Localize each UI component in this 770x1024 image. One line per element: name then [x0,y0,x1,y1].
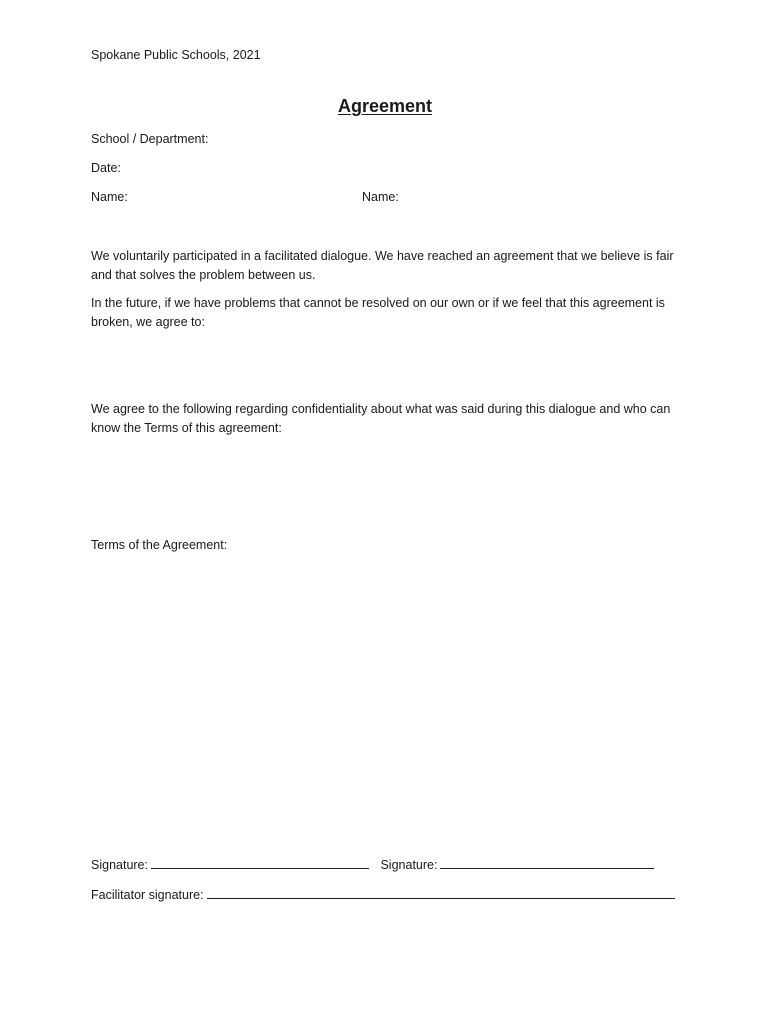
signature-row [91,855,654,875]
signature-line-left[interactable] [151,855,369,869]
name-label-right: Name: [362,190,399,204]
facilitator-signature-row [91,885,675,905]
terms-label: Terms of the Agreement: [91,538,228,552]
paragraph-voluntary: We voluntarily participated in a facilitated dialogue. We have reached an agreement that we believe is fair and that solves the problem between us. [91,249,674,282]
date-label: Date: [91,161,121,175]
school-department-label: School / Department: [91,132,209,146]
name-label-left: Name: [91,190,128,204]
signature-label-right: Signature: [380,858,438,872]
facilitator-signature-line[interactable] [207,885,675,899]
facilitator-signature-label: Facilitator signature: [91,888,204,902]
header-org-year: Spokane Public Schools, 2021 [91,48,261,62]
paragraph-future-problems: In the future, if we have problems that cannot be resolved on our own or if we feel that this agreement is broken, we agree to: [91,296,665,329]
paragraph-confidentiality: We agree to the following regarding confidentiality about what was said during this dialogue and who can know the Terms of this agreement: [91,402,671,435]
signature-label-left: Signature: [91,858,148,872]
page-title: Agreement [337,96,433,116]
signature-line-right[interactable] [440,855,654,869]
